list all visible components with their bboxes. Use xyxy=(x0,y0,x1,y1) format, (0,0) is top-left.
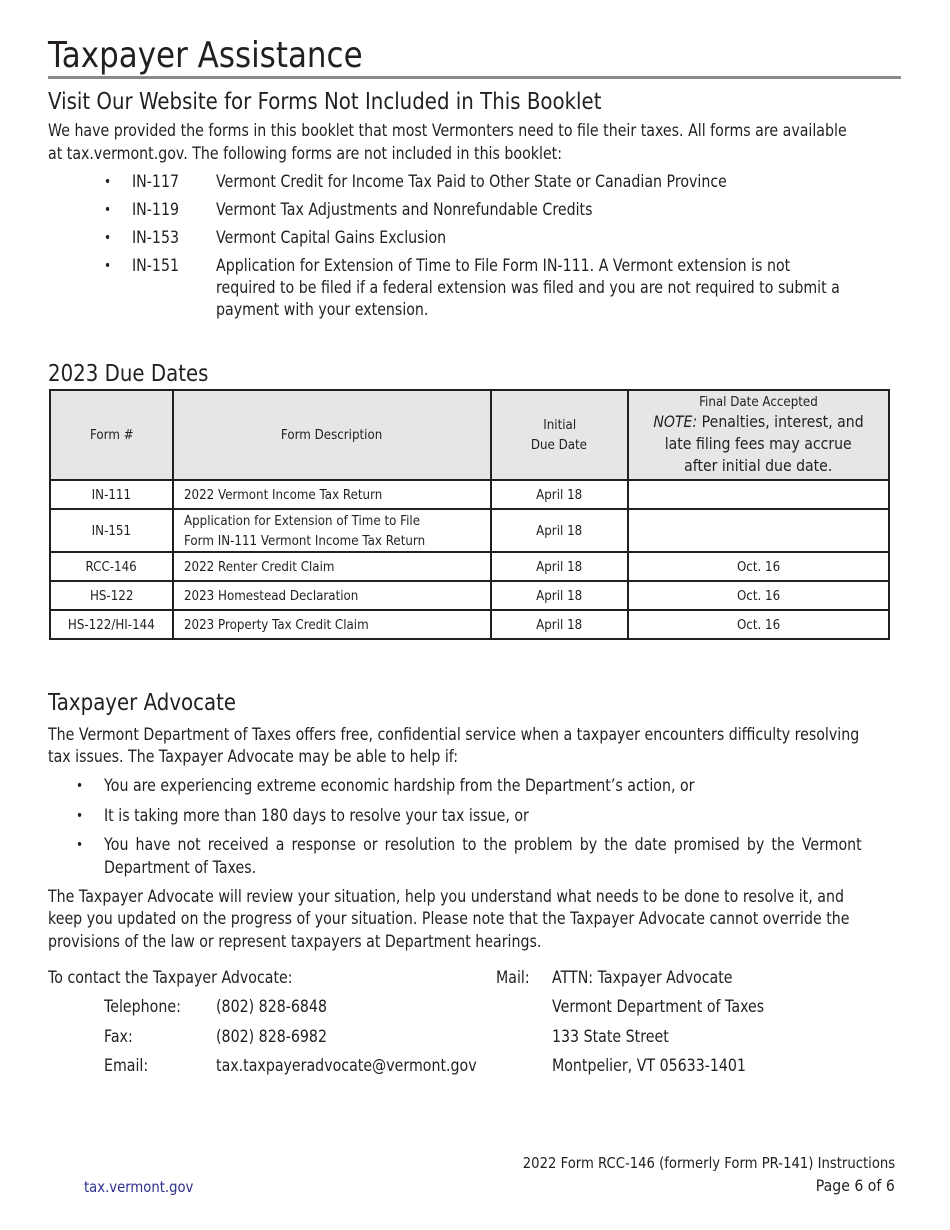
mail-label: Mail: xyxy=(496,968,530,987)
penalty-note: NOTE: Penalties, interest, and late filing fees may accrue after initial due date. xyxy=(653,412,864,475)
mail-line: 133 State Street xyxy=(552,1027,669,1046)
fax-value: (802) 828-6982 xyxy=(216,1027,327,1046)
condition-text: You have not received a response or resolution to the problem by the date promised by the Vermont xyxy=(104,835,862,854)
table-row xyxy=(50,552,889,581)
mail-line: Vermont Department of Taxes xyxy=(552,997,765,1016)
website-intro-line1: We have provided the forms in this booklet that most Vermonters need to file their taxes. All forms are available xyxy=(48,121,847,140)
final-date: Oct. 16 xyxy=(736,558,781,575)
website-heading: Visit Our Website for Forms Not Included in This Booklet xyxy=(48,89,602,115)
condition-text: It is taking more than 180 days to resolve your tax issue, or xyxy=(104,806,529,825)
initial-due-date: April 18 xyxy=(536,522,583,539)
table-row xyxy=(50,509,889,552)
table-row xyxy=(50,480,889,509)
form-code: IN-151 xyxy=(132,256,180,275)
form-description: Vermont Credit for Income Tax Paid to Other State or Canadian Province xyxy=(216,172,727,191)
bullet-symbol: • xyxy=(104,258,112,274)
form-code: IN-153 xyxy=(132,228,180,247)
col-header-form: Form # xyxy=(50,390,173,480)
form-description: 2023 Homestead Declaration xyxy=(183,587,359,604)
condition-text: Department of Taxes. xyxy=(104,858,257,877)
col-header-description: Form Description xyxy=(173,390,491,480)
form-description: 2022 Vermont Income Tax Return xyxy=(183,486,383,503)
form-number: RCC-146 xyxy=(85,558,138,575)
bullet-symbol: • xyxy=(104,174,112,190)
footer-doc-title: 2022 Form RCC-146 (formerly Form PR-141) Instructions xyxy=(522,1154,895,1172)
bullet-symbol: • xyxy=(104,202,112,218)
advocate-intro-line2: tax issues. The Taxpayer Advocate may be able to help if: xyxy=(48,747,459,766)
final-date: Oct. 16 xyxy=(736,616,781,633)
bullet-symbol: • xyxy=(76,837,84,853)
bullet-symbol: • xyxy=(104,230,112,246)
advocate-review-line2: keep you updated on the progress of your situation. Please note that the Taxpayer Advocate cannot override the xyxy=(48,909,850,928)
due-dates-heading: 2023 Due Dates xyxy=(48,361,209,387)
form-description: 2023 Property Tax Credit Claim xyxy=(183,616,369,633)
initial-due-date: April 18 xyxy=(536,587,583,604)
final-date: Oct. 16 xyxy=(736,587,781,604)
advocate-intro-line1: The Vermont Department of Taxes offers free, confidential service when a taxpayer encounters difficulty resolving xyxy=(48,725,860,744)
form-code: IN-117 xyxy=(132,172,180,191)
form-number: IN-151 xyxy=(91,522,132,539)
initial-due-date: April 18 xyxy=(536,616,583,633)
telephone-value: (802) 828-6848 xyxy=(216,997,327,1016)
title-divider xyxy=(48,76,901,79)
bullet-symbol: • xyxy=(76,808,84,824)
note-label: NOTE: xyxy=(653,412,698,431)
form-description: Application for Extension of Time to File Form IN-111. A Vermont extension is not xyxy=(216,256,791,275)
website-intro-line2: at tax.vermont.gov. The following forms are not included in this booklet: xyxy=(48,144,563,163)
initial-due-date: April 18 xyxy=(536,558,583,575)
advocate-review-line1: The Taxpayer Advocate will review your situation, help you understand what needs to be done to resolve it, and xyxy=(48,887,844,906)
col-header-initial-due-date: Initial Due Date xyxy=(491,390,628,480)
telephone-label: Telephone: xyxy=(104,997,181,1016)
table-row xyxy=(50,581,889,610)
due-dates-table xyxy=(49,389,890,640)
table-header-row xyxy=(50,390,889,480)
form-description: Vermont Capital Gains Exclusion xyxy=(216,228,447,247)
form-description: required to be filed if a federal extension was filed and you are not required to submit a xyxy=(216,278,840,297)
advocate-heading: Taxpayer Advocate xyxy=(48,690,237,716)
form-description: payment with your extension. xyxy=(216,300,429,319)
initial-due-date: April 18 xyxy=(536,486,583,503)
email-value[interactable]: tax.taxpayeradvocate@vermont.gov xyxy=(216,1056,477,1075)
footer-website-link[interactable]: tax.vermont.gov xyxy=(84,1178,194,1196)
bullet-symbol: • xyxy=(76,778,84,794)
form-number: IN-111 xyxy=(91,486,132,503)
table-row xyxy=(50,610,889,639)
email-label: Email: xyxy=(104,1056,149,1075)
col-header-final-date: Final Date Accepted NOTE: Penalties, interest, and late filing fees may accrue after initial due date. xyxy=(628,390,889,480)
form-description: Form IN-111 Vermont Income Tax Return xyxy=(183,532,425,549)
mail-line: ATTN: Taxpayer Advocate xyxy=(552,968,733,987)
form-description: 2022 Renter Credit Claim xyxy=(183,558,335,575)
contact-intro: To contact the Taxpayer Advocate: xyxy=(48,968,293,987)
mail-line: Montpelier, VT 05633-1401 xyxy=(552,1056,746,1075)
advocate-review-line3: provisions of the law or represent taxpayers at Department hearings. xyxy=(48,932,542,951)
form-description: Vermont Tax Adjustments and Nonrefundable Credits xyxy=(216,200,593,219)
page-title: Taxpayer Assistance xyxy=(48,35,363,76)
form-number: HS-122/HI-144 xyxy=(68,616,155,633)
footer-page-number: Page 6 of 6 xyxy=(815,1176,895,1195)
form-number: HS-122 xyxy=(89,587,134,604)
form-description: Application for Extension of Time to File xyxy=(183,512,420,529)
condition-text: You are experiencing extreme economic hardship from the Department’s action, or xyxy=(104,776,695,795)
fax-label: Fax: xyxy=(104,1027,133,1046)
form-code: IN-119 xyxy=(132,200,180,219)
